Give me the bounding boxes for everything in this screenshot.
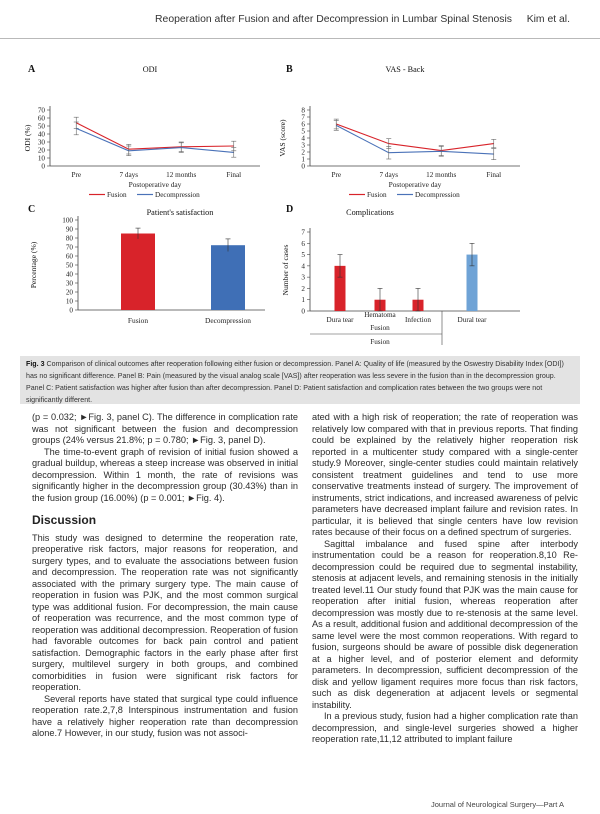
y-tick-label: 5 [301,127,305,136]
y-tick-label: 4 [301,134,305,143]
y-axis-label: Percentage (%) [29,241,38,289]
x-tick-label: 12 months [166,171,197,179]
running-title: Reoperation after Fusion and after Decompression in Lumbar Spinal Stenosis [155,14,512,25]
legend-label-decompression: Decompression [155,191,200,199]
chart-title: Patient's satisfaction [146,208,214,217]
y-tick-label: 1 [301,296,305,305]
x-axis-label: Postoperative day [128,180,182,189]
left-column [32,412,298,740]
x-tick-label: Final [486,171,502,179]
series-line-decompression [336,125,494,154]
y-tick-label: 50 [65,261,73,270]
paragraph: Several reports have stated that surgical type could influence reoperation rate.2,7,8 Interspinous instrumentation and fusion have a relatively higher reoperation rate than decompression alone.7 However, in our study, fusion was not associ- [32,693,298,738]
running-authors: Kim et al. [526,14,570,25]
legend-label-fusion: Fusion [107,191,127,199]
x-tick-label: 7 days [119,171,139,179]
y-tick-label: 6 [301,120,305,129]
series-line-decompression [76,128,234,152]
panel-letter: A [28,64,36,75]
panel-letter: B [286,64,293,75]
panel-letter: D [286,204,294,215]
paragraph: The time-to-event graph of revision of initial fusion showed a gradual buildup, whereas a steep increase was observed in initial decompression. Within 1 month, the rate of revisions was significantly higher in the decompression group (30.43%) than in the fusion group (16.00%) (p = 0.001; ►Fig. 4). [32,446,298,503]
x-tick-label: Infection [405,316,431,324]
y-tick-label: 20 [37,146,45,155]
x-tick-label: 12 months [426,171,457,179]
y-tick-label: 10 [65,297,73,306]
journal-footer: Journal of Neurological Surgery—Part A [431,800,564,809]
running-header [0,0,600,39]
panel-letter: C [28,204,36,215]
legend-label-decompression: Decompression [415,191,460,199]
chart-title: VAS - Back [385,65,425,74]
y-tick-label: 100 [62,216,73,225]
y-tick-label: 70 [65,243,73,252]
section-heading: Discussion [32,513,97,527]
y-tick-label: 0 [301,307,305,316]
legend-label-fusion: Fusion [367,191,387,199]
y-tick-label: 10 [37,154,45,163]
y-tick-label: 3 [301,273,305,282]
y-tick-label: 60 [37,114,45,123]
x-tick-label: Decompression [205,316,251,325]
paragraph: Sagittal imbalance and fused spine after interbody instrumentation could be a reason for reoperation.8,10 Re-decompression could be required due to segmental instability, stenosis at adjacent levels, and remaining stenosis in the initially treated level.11 Our study found that PJK was the main cause for reoperation after initial fusion, whereas reoperation after decompression was mostly due to re-stenosis at the same level. As a result, additional fusion and additional decompression of the same level were the most common reoperations. With regard to fusion, surgeons should be aware of possible disk degeneration at a higher level, and of posterior element and deformity parameters. In decompression, sufficient decompression of the disk and yellow ligament requires more focus than risk factors, such as disk degeneration at adjacent levels or segmental instability. [312,538,578,710]
y-tick-label: 90 [65,225,73,234]
x-tick-label: Pre [331,171,342,179]
chart-title: ODI [142,65,158,74]
caption-text: Comparison of clinical outcomes after reoperation following either fusion or decompression. Panel A: Quality of life (measured by the Oswestry Disability Index [ODI]) has no significant difference. Panel B: Pain (measured by the visual analog scale [VAS]) after reoperation was less severe in the fusion than in the decompression group. Panel C: Patient satisfaction was higher after fusion than after decompression. Panel D: Patient satisfaction and complication rates between the two groups were not significantly different. [26,360,564,404]
y-tick-label: 60 [65,252,73,261]
paragraph: In a previous study, fusion had a higher complication rate than decompression, and single-level surgeries showed a higher reoperation rate,11,12 attributed to implant failure [312,711,578,744]
y-tick-label: 30 [65,279,73,288]
y-tick-label: 1 [301,155,305,164]
x-tick-label: 7 days [379,171,399,179]
y-axis-label: ODI (%) [23,124,32,152]
x-tick-label: Fusion [127,316,149,325]
y-tick-label: 50 [37,122,45,131]
y-tick-label: 40 [37,130,45,139]
y-tick-label: 0 [41,162,45,171]
figure-caption [20,356,580,404]
y-tick-label: 2 [301,148,305,157]
bar-decompression [211,245,245,310]
y-tick-label: 5 [301,251,305,260]
y-tick-label: 2 [301,284,305,293]
y-tick-label: 6 [301,239,305,248]
y-tick-label: 8 [301,106,305,115]
paragraph: ated with a high risk of reoperation; the rate of reoperation was relatively low compared with that in previous reports. That finding could be explained by the relatively higher reoperation risk reported in a multicenter study compared with a single-center study.9 Moreover, single-center studies could maintain relatively consistent treatment guidelines and tend to use more conservative treatments instead of surgery. The improvement of instruments, strict indications, and increased awareness of pelvic parameters have decreased implant failure and revision rates. In particular, it is believed that single centers have low revision rates because of their focus on a defined spectrum of surgeries. [312,412,578,537]
y-tick-label: 0 [69,306,73,315]
x-tick-label: Dura tear [326,316,354,324]
y-tick-label: 7 [301,113,305,122]
x-tick-label: Pre [71,171,82,179]
caption-label: Fig. 3 [26,360,45,368]
y-tick-label: 40 [65,270,73,279]
x-axis-label: Postoperative day [388,180,442,189]
series-line-fusion [76,123,234,149]
y-axis-label: Number of cases [281,244,290,296]
x-tick-label: Final [226,171,242,179]
x-tick-label: Hematoma [364,311,396,319]
x-tick-label: Dural tear [457,316,487,324]
y-tick-label: 80 [65,234,73,243]
right-column [312,412,578,746]
figure-3-svg [20,60,580,350]
y-tick-label: 70 [37,106,45,115]
figure-3 [20,60,580,350]
y-axis-label: VAS (score) [278,119,287,157]
paragraph: (p = 0.032; ►Fig. 3, panel C). The difference in complication rate was not significant between the fusion and decompression groups (24% versus 21.8%; p = 0.780; ►Fig. 3, panel D). [32,412,298,445]
y-tick-label: 7 [301,228,305,237]
y-tick-label: 30 [37,138,45,147]
group-label: Fusion [370,324,390,332]
y-tick-label: 0 [301,162,305,171]
bar-fusion [121,234,155,311]
paragraph: This study was designed to determine the reoperation rate, preoperative risk factors, major reasons for reoperation, and surgery types, and to evaluate the associations between fusion and decompression. The reoperation rate was not significantly associated with the primary surgery type. The main cause of reoperation in fusion was PJK, and the most common surgical type was additional fusion. For decompression, the main cause of reoperation was recurrence, and the most common type of reoperation was additional decompression. Reoperation of fusion had favorable outcomes for back pain control and patient satisfaction. Demographic factors in the early phase after first surgery, multilevel surgery in both groups, and combined comorbidities in fusion were significant risk factors for reoperation. [32,532,298,692]
chart-title: Complications [346,208,394,217]
y-tick-label: 3 [301,141,305,150]
y-tick-label: 4 [301,262,305,271]
group-label: Fusion [370,338,390,346]
y-tick-label: 20 [65,288,73,297]
